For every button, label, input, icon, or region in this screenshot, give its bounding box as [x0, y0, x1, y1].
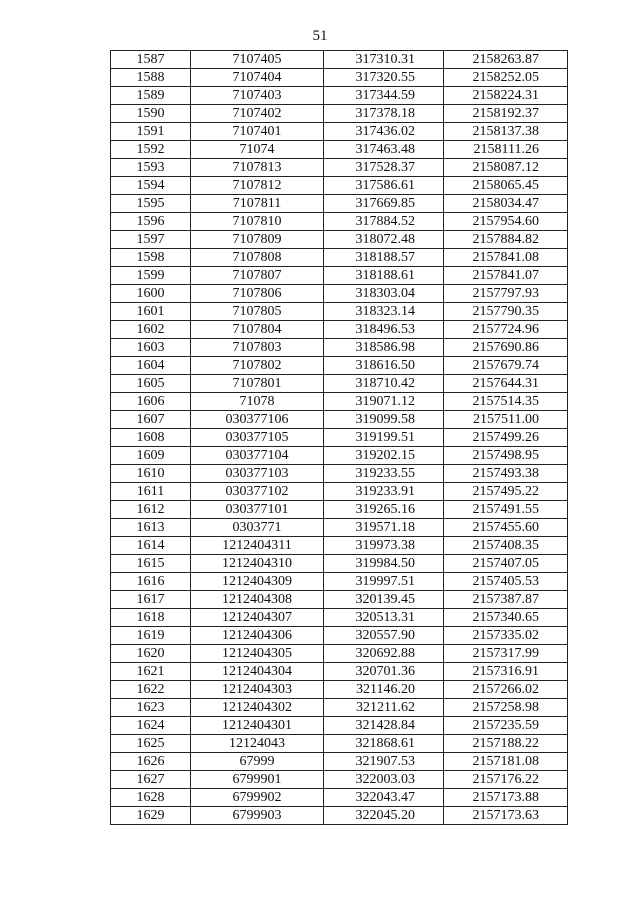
code-cell: 1212404301: [191, 717, 324, 735]
x-coordinate-cell: 317436.02: [324, 123, 444, 141]
x-coordinate-cell: 317528.37: [324, 159, 444, 177]
table-row: [111, 285, 568, 303]
x-coordinate-cell: 318072.48: [324, 231, 444, 249]
x-coordinate-cell: 322043.47: [324, 789, 444, 807]
x-coordinate-cell: 321907.53: [324, 753, 444, 771]
x-coordinate-cell: 318616.50: [324, 357, 444, 375]
code-cell: 1212404307: [191, 609, 324, 627]
y-coordinate-cell: 2157841.08: [444, 249, 568, 267]
x-coordinate-cell: 320692.88: [324, 645, 444, 663]
y-coordinate-cell: 2157176.22: [444, 771, 568, 789]
x-coordinate-cell: 317586.61: [324, 177, 444, 195]
table-row: [111, 411, 568, 429]
y-coordinate-cell: 2157188.22: [444, 735, 568, 753]
x-coordinate-cell: 322003.03: [324, 771, 444, 789]
code-cell: 030377106: [191, 411, 324, 429]
table-body: [111, 51, 568, 825]
y-coordinate-cell: 2157498.95: [444, 447, 568, 465]
y-coordinate-cell: 2157317.99: [444, 645, 568, 663]
point-number-cell: 1590: [111, 105, 191, 123]
x-coordinate-cell: 317669.85: [324, 195, 444, 213]
code-cell: 7107806: [191, 285, 324, 303]
point-number-cell: 1623: [111, 699, 191, 717]
x-coordinate-cell: 318188.57: [324, 249, 444, 267]
x-coordinate-cell: 319973.38: [324, 537, 444, 555]
y-coordinate-cell: 2157235.59: [444, 717, 568, 735]
code-cell: 7107809: [191, 231, 324, 249]
table-row: [111, 87, 568, 105]
y-coordinate-cell: 2157841.07: [444, 267, 568, 285]
table-row: [111, 231, 568, 249]
y-coordinate-cell: 2158065.45: [444, 177, 568, 195]
y-coordinate-cell: 2157335.02: [444, 627, 568, 645]
table-row: [111, 771, 568, 789]
code-cell: 12124043: [191, 735, 324, 753]
point-number-cell: 1604: [111, 357, 191, 375]
x-coordinate-cell: 317884.52: [324, 213, 444, 231]
y-coordinate-cell: 2157511.00: [444, 411, 568, 429]
y-coordinate-cell: 2157679.74: [444, 357, 568, 375]
table-row: [111, 663, 568, 681]
code-cell: 1212404303: [191, 681, 324, 699]
code-cell: 7107805: [191, 303, 324, 321]
point-number-cell: 1625: [111, 735, 191, 753]
table-row: [111, 357, 568, 375]
table-row: [111, 609, 568, 627]
code-cell: 7107812: [191, 177, 324, 195]
table-row: [111, 465, 568, 483]
point-number-cell: 1611: [111, 483, 191, 501]
y-coordinate-cell: 2157493.38: [444, 465, 568, 483]
point-number-cell: 1597: [111, 231, 191, 249]
code-cell: 1212404308: [191, 591, 324, 609]
table-row: [111, 627, 568, 645]
code-cell: 030377102: [191, 483, 324, 501]
table-row: [111, 789, 568, 807]
code-cell: 7107402: [191, 105, 324, 123]
point-number-cell: 1617: [111, 591, 191, 609]
y-coordinate-cell: 2158111.26: [444, 141, 568, 159]
point-number-cell: 1607: [111, 411, 191, 429]
table-row: [111, 321, 568, 339]
table-row: [111, 699, 568, 717]
point-number-cell: 1608: [111, 429, 191, 447]
y-coordinate-cell: 2157181.08: [444, 753, 568, 771]
y-coordinate-cell: 2157258.98: [444, 699, 568, 717]
table-row: [111, 645, 568, 663]
x-coordinate-cell: 321146.20: [324, 681, 444, 699]
code-cell: 1212404310: [191, 555, 324, 573]
y-coordinate-cell: 2158224.31: [444, 87, 568, 105]
point-number-cell: 1615: [111, 555, 191, 573]
x-coordinate-cell: 322045.20: [324, 807, 444, 825]
x-coordinate-cell: 318710.42: [324, 375, 444, 393]
y-coordinate-cell: 2158087.12: [444, 159, 568, 177]
code-cell: 030377105: [191, 429, 324, 447]
code-cell: 7107801: [191, 375, 324, 393]
code-cell: 1212404309: [191, 573, 324, 591]
code-cell: 7107802: [191, 357, 324, 375]
x-coordinate-cell: 319265.16: [324, 501, 444, 519]
table-row: [111, 519, 568, 537]
x-coordinate-cell: 318496.53: [324, 321, 444, 339]
y-coordinate-cell: 2157491.55: [444, 501, 568, 519]
point-number-cell: 1603: [111, 339, 191, 357]
point-number-cell: 1587: [111, 51, 191, 69]
point-number-cell: 1596: [111, 213, 191, 231]
x-coordinate-cell: 319984.50: [324, 555, 444, 573]
code-cell: 7107404: [191, 69, 324, 87]
point-number-cell: 1610: [111, 465, 191, 483]
table-row: [111, 195, 568, 213]
table-row: [111, 303, 568, 321]
table-row: [111, 447, 568, 465]
point-number-cell: 1609: [111, 447, 191, 465]
table-row: [111, 141, 568, 159]
x-coordinate-cell: 318188.61: [324, 267, 444, 285]
point-number-cell: 1592: [111, 141, 191, 159]
table-row: [111, 51, 568, 69]
code-cell: 030377101: [191, 501, 324, 519]
point-number-cell: 1622: [111, 681, 191, 699]
x-coordinate-cell: 317320.55: [324, 69, 444, 87]
point-number-cell: 1598: [111, 249, 191, 267]
x-coordinate-cell: 317310.31: [324, 51, 444, 69]
table-row: [111, 105, 568, 123]
table-row: [111, 159, 568, 177]
code-cell: 6799901: [191, 771, 324, 789]
y-coordinate-cell: 2157884.82: [444, 231, 568, 249]
point-number-cell: 1612: [111, 501, 191, 519]
point-number-cell: 1600: [111, 285, 191, 303]
x-coordinate-cell: 318586.98: [324, 339, 444, 357]
code-cell: 67999: [191, 753, 324, 771]
table-row: [111, 393, 568, 411]
y-coordinate-cell: 2157408.35: [444, 537, 568, 555]
y-coordinate-cell: 2157644.31: [444, 375, 568, 393]
x-coordinate-cell: 319233.55: [324, 465, 444, 483]
x-coordinate-cell: 319571.18: [324, 519, 444, 537]
table-row: [111, 483, 568, 501]
table-row: [111, 573, 568, 591]
x-coordinate-cell: 319071.12: [324, 393, 444, 411]
table-row: [111, 807, 568, 825]
table-row: [111, 267, 568, 285]
x-coordinate-cell: 320513.31: [324, 609, 444, 627]
table-row: [111, 69, 568, 87]
y-coordinate-cell: 2158252.05: [444, 69, 568, 87]
point-number-cell: 1629: [111, 807, 191, 825]
point-number-cell: 1594: [111, 177, 191, 195]
x-coordinate-cell: 321428.84: [324, 717, 444, 735]
y-coordinate-cell: 2157690.86: [444, 339, 568, 357]
code-cell: 7107804: [191, 321, 324, 339]
y-coordinate-cell: 2158137.38: [444, 123, 568, 141]
x-coordinate-cell: 320139.45: [324, 591, 444, 609]
x-coordinate-cell: 321868.61: [324, 735, 444, 753]
y-coordinate-cell: 2157316.91: [444, 663, 568, 681]
point-number-cell: 1593: [111, 159, 191, 177]
y-coordinate-cell: 2157173.63: [444, 807, 568, 825]
code-cell: 7107807: [191, 267, 324, 285]
code-cell: 0303771: [191, 519, 324, 537]
point-number-cell: 1620: [111, 645, 191, 663]
point-number-cell: 1606: [111, 393, 191, 411]
table-row: [111, 429, 568, 447]
code-cell: 7107811: [191, 195, 324, 213]
code-cell: 7107403: [191, 87, 324, 105]
table-row: [111, 591, 568, 609]
y-coordinate-cell: 2157724.96: [444, 321, 568, 339]
point-number-cell: 1588: [111, 69, 191, 87]
x-coordinate-cell: 319233.91: [324, 483, 444, 501]
point-number-cell: 1619: [111, 627, 191, 645]
y-coordinate-cell: 2157499.26: [444, 429, 568, 447]
point-number-cell: 1602: [111, 321, 191, 339]
x-coordinate-cell: 317378.18: [324, 105, 444, 123]
y-coordinate-cell: 2157340.65: [444, 609, 568, 627]
point-number-cell: 1624: [111, 717, 191, 735]
table-row: [111, 339, 568, 357]
point-number-cell: 1605: [111, 375, 191, 393]
table-row: [111, 249, 568, 267]
code-cell: 6799902: [191, 789, 324, 807]
x-coordinate-cell: 318323.14: [324, 303, 444, 321]
code-cell: 1212404304: [191, 663, 324, 681]
table-row: [111, 753, 568, 771]
y-coordinate-cell: 2157387.87: [444, 591, 568, 609]
x-coordinate-cell: 319199.51: [324, 429, 444, 447]
table-row: [111, 735, 568, 753]
point-number-cell: 1627: [111, 771, 191, 789]
code-cell: 7107808: [191, 249, 324, 267]
y-coordinate-cell: 2157455.60: [444, 519, 568, 537]
code-cell: 71078: [191, 393, 324, 411]
x-coordinate-cell: 317463.48: [324, 141, 444, 159]
y-coordinate-cell: 2157407.05: [444, 555, 568, 573]
code-cell: 7107810: [191, 213, 324, 231]
point-number-cell: 1626: [111, 753, 191, 771]
x-coordinate-cell: 317344.59: [324, 87, 444, 105]
point-number-cell: 1616: [111, 573, 191, 591]
y-coordinate-cell: 2158263.87: [444, 51, 568, 69]
code-cell: 030377104: [191, 447, 324, 465]
table-row: [111, 123, 568, 141]
point-number-cell: 1595: [111, 195, 191, 213]
x-coordinate-cell: 320701.36: [324, 663, 444, 681]
x-coordinate-cell: 321211.62: [324, 699, 444, 717]
x-coordinate-cell: 318303.04: [324, 285, 444, 303]
y-coordinate-cell: 2157173.88: [444, 789, 568, 807]
code-cell: 1212404306: [191, 627, 324, 645]
point-number-cell: 1599: [111, 267, 191, 285]
y-coordinate-cell: 2157514.35: [444, 393, 568, 411]
table-row: [111, 177, 568, 195]
point-number-cell: 1628: [111, 789, 191, 807]
point-number-cell: 1614: [111, 537, 191, 555]
table-row: [111, 375, 568, 393]
code-cell: 1212404302: [191, 699, 324, 717]
table-row: [111, 555, 568, 573]
code-cell: 7107803: [191, 339, 324, 357]
y-coordinate-cell: 2157405.53: [444, 573, 568, 591]
x-coordinate-cell: 319202.15: [324, 447, 444, 465]
point-number-cell: 1591: [111, 123, 191, 141]
code-cell: 030377103: [191, 465, 324, 483]
x-coordinate-cell: 319997.51: [324, 573, 444, 591]
y-coordinate-cell: 2158034.47: [444, 195, 568, 213]
y-coordinate-cell: 2157266.02: [444, 681, 568, 699]
code-cell: 71074: [191, 141, 324, 159]
page-number: 51: [312, 28, 328, 44]
code-cell: 1212404305: [191, 645, 324, 663]
code-cell: 7107813: [191, 159, 324, 177]
x-coordinate-cell: 320557.90: [324, 627, 444, 645]
table-row: [111, 537, 568, 555]
y-coordinate-cell: 2157790.35: [444, 303, 568, 321]
code-cell: 6799903: [191, 807, 324, 825]
point-number-cell: 1618: [111, 609, 191, 627]
point-number-cell: 1601: [111, 303, 191, 321]
x-coordinate-cell: 319099.58: [324, 411, 444, 429]
y-coordinate-cell: 2157954.60: [444, 213, 568, 231]
code-cell: 7107405: [191, 51, 324, 69]
y-coordinate-cell: 2157797.93: [444, 285, 568, 303]
y-coordinate-cell: 2158192.37: [444, 105, 568, 123]
table-row: [111, 717, 568, 735]
point-number-cell: 1589: [111, 87, 191, 105]
point-number-cell: 1613: [111, 519, 191, 537]
y-coordinate-cell: 2157495.22: [444, 483, 568, 501]
table-row: [111, 681, 568, 699]
table-row: [111, 213, 568, 231]
coordinates-table: [110, 50, 568, 825]
table-row: [111, 501, 568, 519]
point-number-cell: 1621: [111, 663, 191, 681]
code-cell: 7107401: [191, 123, 324, 141]
code-cell: 1212404311: [191, 537, 324, 555]
